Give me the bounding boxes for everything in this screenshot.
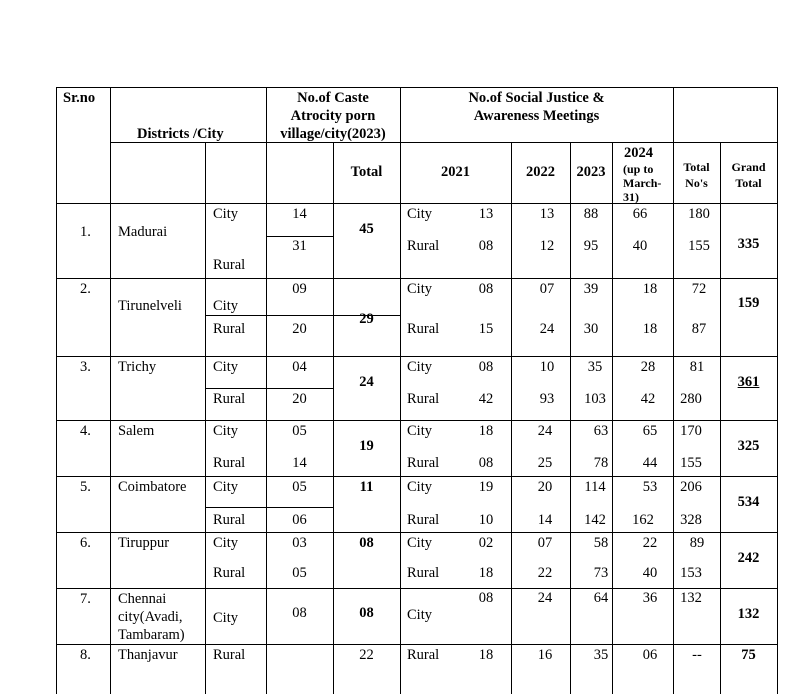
caste-total: 24 — [359, 374, 374, 390]
sj-2023: 78 — [593, 455, 609, 471]
sj-2023: 95 — [583, 238, 599, 254]
grid-line — [56, 87, 57, 694]
sj-total: 155 — [680, 455, 702, 471]
sj-area: Rural — [407, 321, 440, 337]
row-district: Trichy — [118, 359, 157, 375]
row-srno: 5. — [80, 479, 91, 495]
sj-area: City — [407, 423, 432, 439]
sj-2022: 24 — [537, 423, 553, 439]
sj-total: 328 — [680, 512, 702, 528]
row-area: City — [213, 610, 238, 626]
header-caste-line: No.of Caste — [297, 90, 369, 106]
sj-2023: 35 — [593, 647, 609, 663]
header-2022: 2022 — [526, 164, 555, 180]
sj-2021: 13 — [478, 206, 494, 222]
sj-2023: 58 — [593, 535, 609, 551]
sj-area: City — [407, 479, 432, 495]
row-srno: 1. — [80, 224, 91, 240]
grid-line — [56, 420, 778, 421]
header-total-nos: Total — [683, 160, 710, 174]
row-area: Rural — [213, 257, 246, 273]
row-area: Rural — [213, 647, 246, 663]
sj-2023: 73 — [593, 565, 609, 581]
sj-total: 81 — [689, 359, 705, 375]
sj-area: City — [407, 281, 432, 297]
sj-2022: 22 — [537, 565, 553, 581]
row-district: city(Avadi, — [118, 609, 183, 625]
row-district: Salem — [118, 423, 155, 439]
sj-2021: 19 — [478, 479, 494, 495]
header-2021: 2021 — [441, 164, 470, 180]
sj-total: -- — [692, 647, 702, 663]
sj-2024: 36 — [642, 590, 658, 606]
row-district: Thanjavur — [118, 647, 178, 663]
sj-area: Rural — [407, 238, 440, 254]
sj-2024: 66 — [632, 206, 648, 222]
sj-total: 206 — [680, 479, 702, 495]
header-total-nos: No's — [685, 176, 708, 190]
row-area: Rural — [213, 455, 246, 471]
sj-2022: 12 — [539, 238, 555, 254]
row-area: Rural — [213, 321, 246, 337]
sj-2022: 24 — [537, 590, 553, 606]
grid-line — [56, 87, 778, 88]
sj-2024: 40 — [632, 238, 648, 254]
grid-line — [56, 476, 778, 477]
sj-2024: 18 — [642, 321, 658, 337]
sj-area: City — [407, 535, 432, 551]
row-area: City — [213, 359, 238, 375]
caste-total: 19 — [359, 438, 374, 454]
sj-2023: 39 — [583, 281, 599, 297]
row-srno: 7. — [80, 591, 91, 607]
grand-total: 325 — [737, 438, 760, 454]
sj-2021: 08 — [478, 359, 494, 375]
sj-2021: 18 — [478, 647, 494, 663]
caste-city: 14 — [292, 206, 307, 222]
caste-total: 45 — [359, 221, 374, 237]
grid-line — [511, 142, 512, 694]
sj-2023: 35 — [587, 359, 603, 375]
sj-total: 89 — [689, 535, 705, 551]
sj-2022: 07 — [537, 535, 553, 551]
sj-2023: 142 — [584, 512, 606, 528]
grand-total: 335 — [737, 236, 760, 252]
header-sj-line: Awareness Meetings — [473, 108, 600, 124]
sj-total: 153 — [680, 565, 702, 581]
header-2024: March- — [623, 176, 662, 190]
grid-line — [777, 87, 778, 694]
sj-2023: 114 — [584, 479, 606, 495]
sj-area: City — [407, 607, 432, 623]
grand-total: 75 — [741, 647, 756, 663]
sj-area: City — [407, 359, 432, 375]
header-grand-total: Total — [735, 176, 762, 190]
sj-2024: 28 — [640, 359, 656, 375]
sj-2022: 24 — [539, 321, 555, 337]
caste-total: 29 — [359, 311, 374, 327]
row-area: City — [213, 298, 238, 314]
header-caste-line: Atrocity porn — [290, 108, 376, 124]
caste-rural: 20 — [292, 391, 307, 407]
grand-total: 361 — [737, 374, 760, 390]
sj-2023: 64 — [593, 590, 609, 606]
sj-total: 280 — [680, 391, 702, 407]
sj-2022: 25 — [537, 455, 553, 471]
row-area: Rural — [213, 565, 246, 581]
row-district: Tambaram) — [118, 627, 185, 643]
grid-line — [56, 532, 778, 533]
caste-total: 08 — [359, 605, 374, 621]
sj-2023: 88 — [583, 206, 599, 222]
caste-rural: 06 — [292, 512, 307, 528]
sj-2021: 15 — [478, 321, 494, 337]
sj-2021: 08 — [478, 238, 494, 254]
sj-area: City — [407, 206, 432, 222]
grid-line — [56, 203, 778, 204]
sj-2024: 65 — [642, 423, 658, 439]
sj-2022: 10 — [539, 359, 555, 375]
row-srno: 8. — [80, 647, 91, 663]
sj-area: Rural — [407, 455, 440, 471]
header-sj-line: No.of Social Justice & — [468, 90, 605, 106]
sj-total: 155 — [688, 238, 710, 254]
sj-area: Rural — [407, 512, 440, 528]
sj-2023: 103 — [584, 391, 606, 407]
sj-2024: 40 — [642, 565, 658, 581]
sj-2022: 07 — [539, 281, 555, 297]
sj-2022: 16 — [537, 647, 553, 663]
row-district: Madurai — [118, 224, 168, 240]
sj-area: Rural — [407, 565, 440, 581]
grid-line — [56, 278, 778, 279]
caste-city: 04 — [292, 359, 307, 375]
header-grand-total: Grand — [731, 160, 766, 174]
row-area: City — [213, 206, 238, 222]
caste-city: 05 — [292, 479, 307, 495]
caste-city: 08 — [292, 605, 307, 621]
header-total: Total — [350, 164, 383, 180]
header-2024: (up to — [623, 162, 654, 176]
row-srno: 3. — [80, 359, 91, 375]
sj-total: 87 — [691, 321, 707, 337]
sj-2023: 30 — [583, 321, 599, 337]
sj-area: Rural — [407, 391, 440, 407]
grid-line — [570, 142, 571, 694]
sj-area: Rural — [407, 647, 440, 663]
sj-total: 72 — [691, 281, 707, 297]
sj-total: 180 — [688, 206, 710, 222]
header-2024: 31) — [623, 190, 639, 204]
sj-2021: 02 — [478, 535, 494, 551]
row-district: Tiruppur — [118, 535, 170, 551]
grand-total: 242 — [737, 550, 760, 566]
sj-2022: 13 — [539, 206, 555, 222]
row-srno: 2. — [80, 281, 91, 297]
sj-2022: 93 — [539, 391, 555, 407]
row-area: City — [213, 535, 238, 551]
sj-2021: 18 — [478, 565, 494, 581]
row-district: Tirunelveli — [118, 298, 182, 314]
row-area: City — [213, 423, 238, 439]
grand-total: 132 — [737, 606, 760, 622]
caste-total: 22 — [359, 647, 374, 663]
sj-2021: 08 — [478, 590, 494, 606]
header-districts: Districts /City — [137, 126, 224, 142]
sj-2024: 53 — [642, 479, 658, 495]
grid-line — [205, 142, 206, 694]
caste-city: 09 — [292, 281, 307, 297]
header-2023: 2023 — [576, 164, 606, 180]
caste-total: 08 — [359, 535, 374, 551]
sj-2021: 08 — [478, 455, 494, 471]
sj-2024: 162 — [632, 512, 654, 528]
sj-2021: 08 — [478, 281, 494, 297]
header-caste-line: village/city(2023) — [280, 126, 386, 142]
sj-2024: 06 — [642, 647, 658, 663]
grid-line — [110, 87, 111, 694]
row-district: Chennai — [118, 591, 167, 607]
caste-city: 03 — [292, 535, 307, 551]
row-district: Coimbatore — [118, 479, 187, 495]
grid-line — [612, 142, 613, 694]
sj-2022: 20 — [537, 479, 553, 495]
sj-2024: 22 — [642, 535, 658, 551]
sj-2024: 44 — [642, 455, 658, 471]
sj-2021: 10 — [478, 512, 494, 528]
caste-rural: 05 — [292, 565, 307, 581]
sj-2021: 18 — [478, 423, 494, 439]
row-area: City — [213, 479, 238, 495]
sj-2022: 14 — [537, 512, 553, 528]
grand-total: 159 — [737, 295, 760, 311]
caste-rural: 20 — [292, 321, 307, 337]
grid-line — [56, 644, 778, 645]
caste-rural: 14 — [292, 455, 307, 471]
sj-2024: 18 — [642, 281, 658, 297]
grid-line — [56, 356, 778, 357]
caste-total: 11 — [359, 479, 374, 495]
caste-rural: 31 — [292, 238, 307, 254]
header-srno: Sr.no — [63, 90, 96, 106]
sj-total: 170 — [680, 423, 702, 439]
sj-2021: 42 — [478, 391, 494, 407]
header-2024: 2024 — [624, 145, 653, 161]
grid-line — [205, 388, 333, 389]
sj-2024: 42 — [640, 391, 656, 407]
sj-2023: 63 — [593, 423, 609, 439]
row-srno: 6. — [80, 535, 91, 551]
caste-city: 05 — [292, 423, 307, 439]
row-srno: 4. — [80, 423, 91, 439]
row-area: Rural — [213, 391, 246, 407]
grand-total: 534 — [737, 494, 760, 510]
sj-total: 132 — [680, 590, 702, 606]
row-area: Rural — [213, 512, 246, 528]
grid-line — [205, 507, 333, 508]
